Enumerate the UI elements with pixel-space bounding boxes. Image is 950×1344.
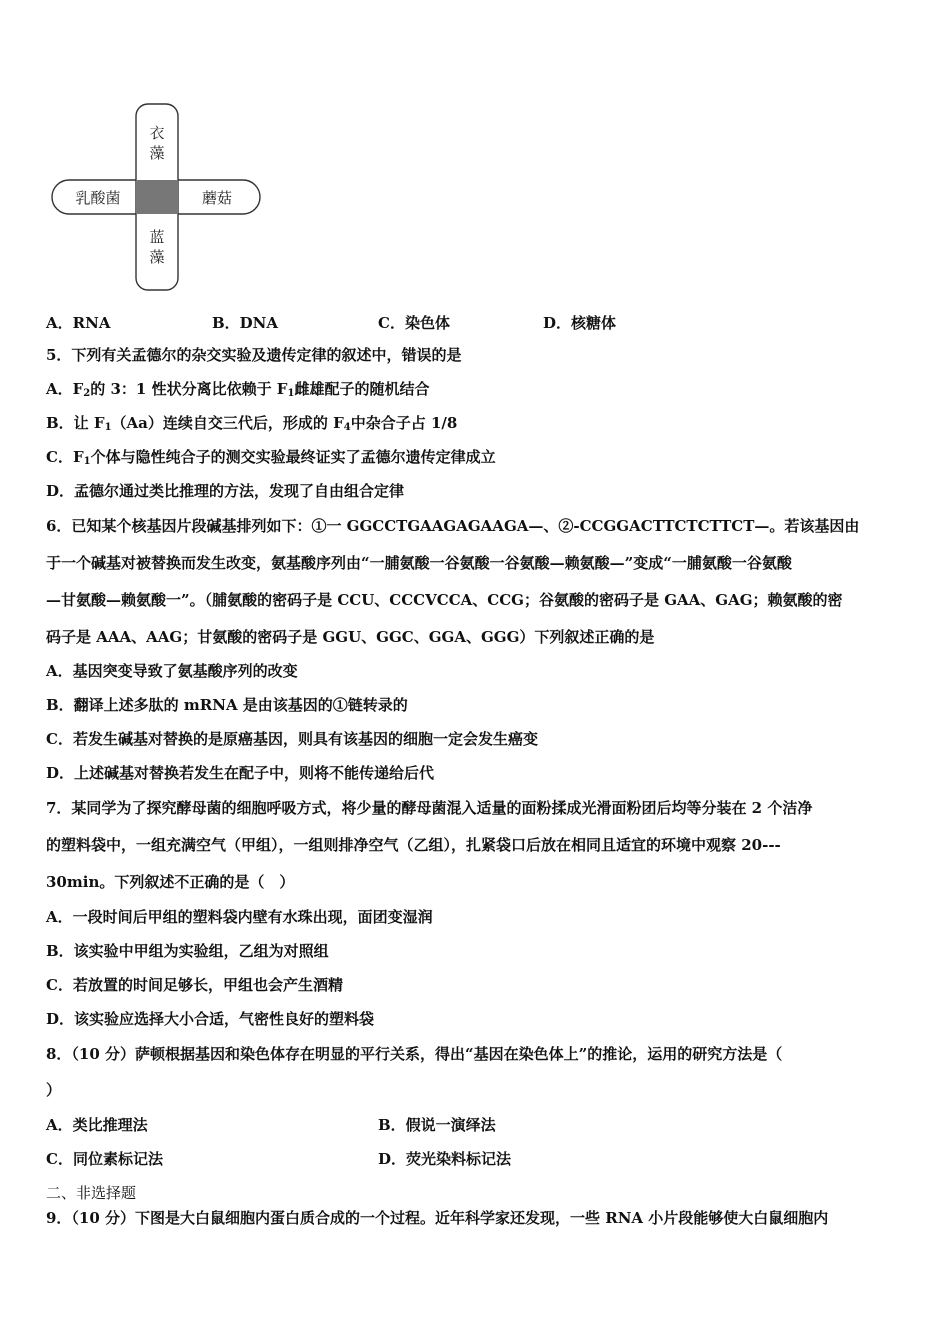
q5-option-d: D．孟德尔通过类比推理的方法，发现了自由组合定律 — [46, 482, 405, 500]
q6-option-d: D．上述碱基对替换若发生在配子中，则将不能传递给后代 — [46, 764, 435, 782]
label-top-1: 衣 — [149, 124, 165, 142]
q5-stem: 5．下列有关孟德尔的杂交实验及遗传定律的叙述中，错误的是 — [46, 346, 462, 364]
q6-option-b: B．翻译上述多肽的 mRNA 是由该基因的①链转录的 — [46, 696, 408, 714]
q4-option-d: D．核糖体 — [543, 314, 617, 332]
q7-option-b: B．该实验中甲组为实验组，乙组为对照组 — [46, 942, 329, 960]
q4-option-c: C．染色体 — [378, 314, 450, 332]
q6-stem-line-4: 码子是 AAA、AAG；甘氨酸的密码子是 GGU、GGC、GGA、GGG）下列叙述正确的是 — [46, 628, 655, 646]
q8-option-b: B．假说一演绎法 — [378, 1116, 496, 1134]
q8-option-c: C．同位素标记法 — [46, 1150, 163, 1168]
q9-stem-line-1: 9．（10 分）下图是大白鼠细胞内蛋白质合成的一个过程。近年科学家还发现，一些 RNA 小片段能够使大白鼠细胞内 — [46, 1209, 829, 1227]
q7-option-d: D．该实验应选择大小合适，气密性良好的塑料袋 — [46, 1010, 375, 1028]
q6-option-a: A．基因突变导致了氨基酸序列的改变 — [46, 662, 298, 680]
center-shaded-square — [136, 180, 178, 214]
label-top-2: 藻 — [149, 144, 165, 162]
q7-stem-line-3: 30min。下列叙述不正确的是（ ） — [46, 873, 295, 891]
q4-option-b: B．DNA — [212, 314, 279, 332]
label-right: 蘑菇 — [201, 189, 233, 207]
q6-stem-line-1: 6．已知某个核基因片段碱基排列如下：①一 GGCCTGAAGAGAAGA—、②-CCGGACTTCTCTTCT—。若该基因由 — [46, 517, 860, 535]
q7-option-c: C．若放置的时间足够长，甲组也会产生酒精 — [46, 976, 343, 994]
label-bottom-2: 藻 — [149, 248, 165, 266]
q5-option-c: C．$F_1$个体与隐性纯合子的测交实验最终证实了孟德尔遗传定律成立 — [46, 448, 496, 467]
q8-stem-line-2: ） — [46, 1081, 62, 1099]
q7-stem-line-2: 的塑料袋中，一组充满空气（甲组），一组则排净空气（乙组），扎紧袋口后放在相同且适宜的环境中观察 20--- — [46, 836, 781, 854]
q7-option-a: A．一段时间后甲组的塑料袋内壁有水珠出现，面团变湿润 — [46, 908, 433, 926]
section-heading: 二、非选择题 — [46, 1184, 137, 1202]
q6-stem-line-3: —甘氨酸—赖氨酸一”。（脯氨酸的密码子是 CCU、CCCVCCA、CCG；谷氨酸的密码子是 GAA、GAG；赖氨酸的密 — [46, 591, 843, 609]
q5-option-b: B．让 $F_1(Aa)$连续自交三代后，形成的 $F_4$中杂合子占 1/8 — [46, 414, 458, 433]
classification-cross-diagram — [50, 100, 270, 295]
q8-stem-line-1: 8．（10 分）萨顿根据基因和染色体存在明显的平行关系，得出“基因在染色体上”的推论，运用的研究方法是（ — [46, 1045, 783, 1063]
label-bottom-1: 蓝 — [149, 228, 165, 246]
q7-stem-line-1: 7．某同学为了探究酵母菌的细胞呼吸方式，将少量的酵母菌混入适量的面粉揉成光滑面粉团后均等分装在 2 个洁净 — [46, 799, 813, 817]
q5-option-a: A．$F_2$的 3：1 性状分离比依赖于 $F_1$雌雄配子的随机结合 — [46, 380, 430, 399]
q4-option-a: A．RNA — [46, 314, 111, 332]
q6-option-c: C．若发生碱基对替换的是原癌基因，则具有该基因的细胞一定会发生癌变 — [46, 730, 538, 748]
q8-option-d: D．荧光染料标记法 — [378, 1150, 512, 1168]
q6-stem-line-2: 于一个碱基对被替换而发生改变，氨基酸序列由“一脯氨酸一谷氨酸一谷氨酸—赖氨酸—”变成“一脯氨酸一谷氨酸 — [46, 554, 792, 572]
label-left: 乳酸菌 — [75, 189, 121, 207]
q8-option-a: A．类比推理法 — [46, 1116, 148, 1134]
